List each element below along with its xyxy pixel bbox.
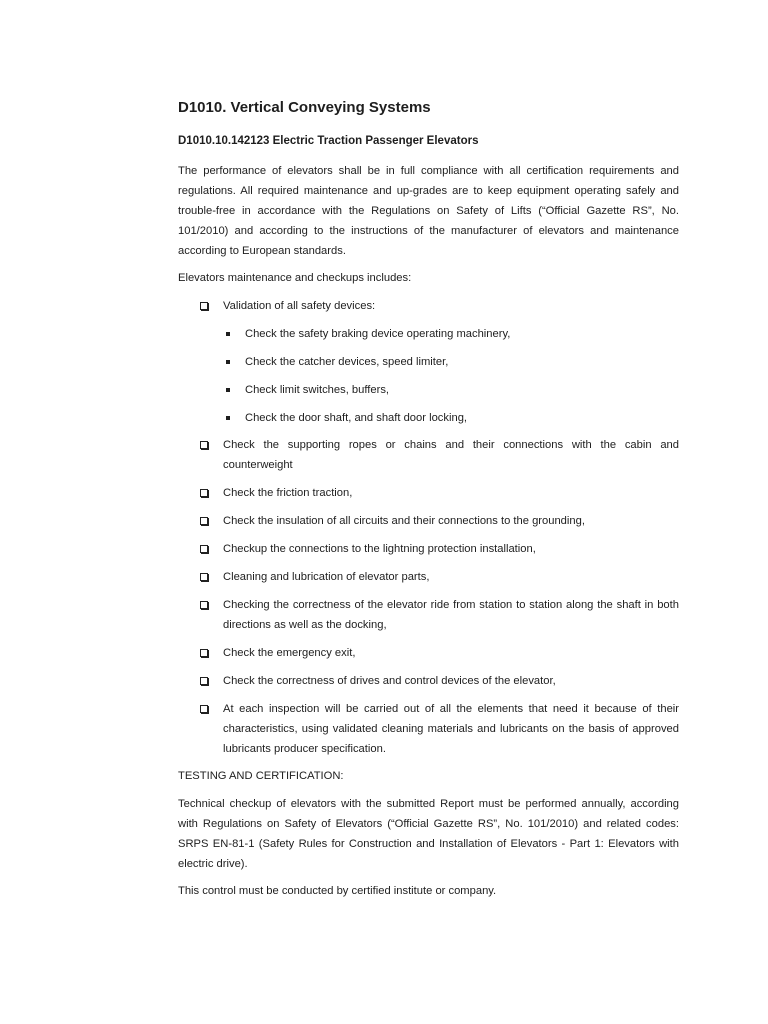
square-bullet-icon — [226, 332, 230, 336]
checklist-item-line: Validation of all safety devices: — [223, 300, 376, 312]
checklist-item-line: Check the correctness of drives and control devices of the elevator, — [223, 674, 556, 687]
closing-sentence: This control must be conducted by certified institute or company. — [178, 884, 497, 897]
checklist-item-text — [223, 595, 679, 635]
sublist-item — [223, 324, 679, 344]
checklist-item-line: Check the emergency exit, — [223, 646, 356, 659]
checklist-item — [178, 643, 679, 663]
checkbox-bullet-icon — [200, 545, 208, 553]
checklist-item-text — [223, 567, 679, 587]
checklist-item-line: Checking the correctness of the elevator ride from station to station along the shaft in both — [223, 598, 679, 611]
square-bullet-icon — [226, 360, 230, 364]
sublist-item-text: Check the door shaft, and shaft door locking, — [245, 411, 468, 424]
testing-paragraph-line: SRPS EN-81-1 (Safety Rules for Construction and Installation of Elevators - Part 1: Elevators with — [178, 837, 679, 850]
sublist-item — [223, 408, 679, 428]
checklist-item — [178, 671, 679, 691]
maintenance-checklist — [178, 296, 679, 759]
checklist-item-text — [223, 511, 679, 531]
checklist-item-text — [223, 699, 679, 759]
checklist-item-line: Checkup the connections to the lightning protection installation, — [223, 543, 536, 556]
checklist-item-line: Check the supporting ropes or chains and their connections with the cabin and — [223, 439, 679, 452]
checkbox-bullet-icon — [200, 677, 208, 685]
safety-devices-sublist — [223, 324, 679, 428]
checklist-item-text — [223, 643, 679, 663]
checklist-item — [178, 567, 679, 587]
testing-paragraph-line: with Regulations on Safety of Elevators (“Official Gazette RS”, No. 101/2010) and related codes: — [178, 817, 679, 830]
checklist-item — [178, 296, 679, 428]
subsection-title: D1010.10.142123 Electric Traction Passenger Elevators — [178, 135, 479, 147]
checklist-item-line: Check the friction traction, — [223, 487, 353, 500]
checklist-item-text — [223, 435, 679, 475]
checklist-item-line: directions as well as the docking, — [223, 618, 387, 631]
intro-paragraph-line: The performance of elevators shall be in full compliance with all certification requirements and — [178, 165, 679, 177]
checkbox-bullet-icon — [200, 302, 208, 310]
sublist-item-text: Check the safety braking device operating machinery, — [245, 327, 511, 340]
checkbox-bullet-icon — [200, 649, 208, 657]
sublist-item — [223, 352, 679, 372]
checklist-item — [178, 511, 679, 531]
testing-paragraph-line: Technical checkup of elevators with the submitted Report must be performed annually, according — [178, 797, 679, 810]
checklist-item-line: lubricants producer specification. — [223, 742, 386, 755]
document-body — [178, 98, 679, 901]
intro-paragraph-line: trouble-free in accordance with the Regulations on Safety of Lifts (“Official Gazette RS”, No. — [178, 205, 679, 217]
intro-paragraph — [178, 161, 679, 261]
checklist-item-text — [223, 539, 679, 559]
checklist-item — [178, 539, 679, 559]
square-bullet-icon — [226, 416, 230, 420]
checkbox-bullet-icon — [200, 489, 208, 497]
checklist-item — [178, 699, 679, 759]
intro-paragraph-line: according to European standards. — [178, 245, 346, 257]
checkbox-bullet-icon — [200, 601, 208, 609]
checkbox-bullet-icon — [200, 441, 208, 449]
checklist-item — [178, 483, 679, 503]
sublist-item-text: Check the catcher devices, speed limiter, — [245, 355, 449, 368]
checklist-item-line: Cleaning and lubrication of elevator parts, — [223, 571, 430, 584]
section-title: D1010. Vertical Conveying Systems — [178, 99, 431, 116]
checklist-item-line: Check the insulation of all circuits and their connections to the grounding, — [223, 515, 585, 528]
intro-paragraph-line: regulations. All required maintenance and up-grades are to keep equipment operating safely and — [178, 185, 679, 197]
checklist-item-text — [223, 483, 679, 503]
checkbox-bullet-icon — [200, 573, 208, 581]
checkup-intro: Elevators maintenance and checkups includes: — [178, 272, 412, 284]
sublist-item-text: Check limit switches, buffers, — [245, 383, 390, 396]
checklist-item — [178, 435, 679, 475]
square-bullet-icon — [226, 388, 230, 392]
checklist-item-text — [223, 296, 679, 428]
checklist-item-text — [223, 671, 679, 691]
testing-heading: TESTING AND CERTIFICATION: — [178, 769, 344, 782]
testing-paragraph-line: electric drive). — [178, 857, 248, 870]
checkbox-bullet-icon — [200, 705, 208, 713]
checklist-item-line: counterweight — [223, 459, 293, 472]
checklist-item — [178, 595, 679, 635]
sublist-item — [223, 380, 679, 400]
checklist-item-line: At each inspection will be carried out of all the elements that need it because of their — [223, 702, 679, 715]
checkbox-bullet-icon — [200, 517, 208, 525]
testing-paragraph — [178, 794, 679, 874]
checklist-item-line: characteristics, using validated cleaning materials and lubricants on the basis of approved — [223, 722, 679, 735]
intro-paragraph-line: 101/2010) and according to the instructions of the manufacturer of elevators and maintenance — [178, 225, 679, 237]
